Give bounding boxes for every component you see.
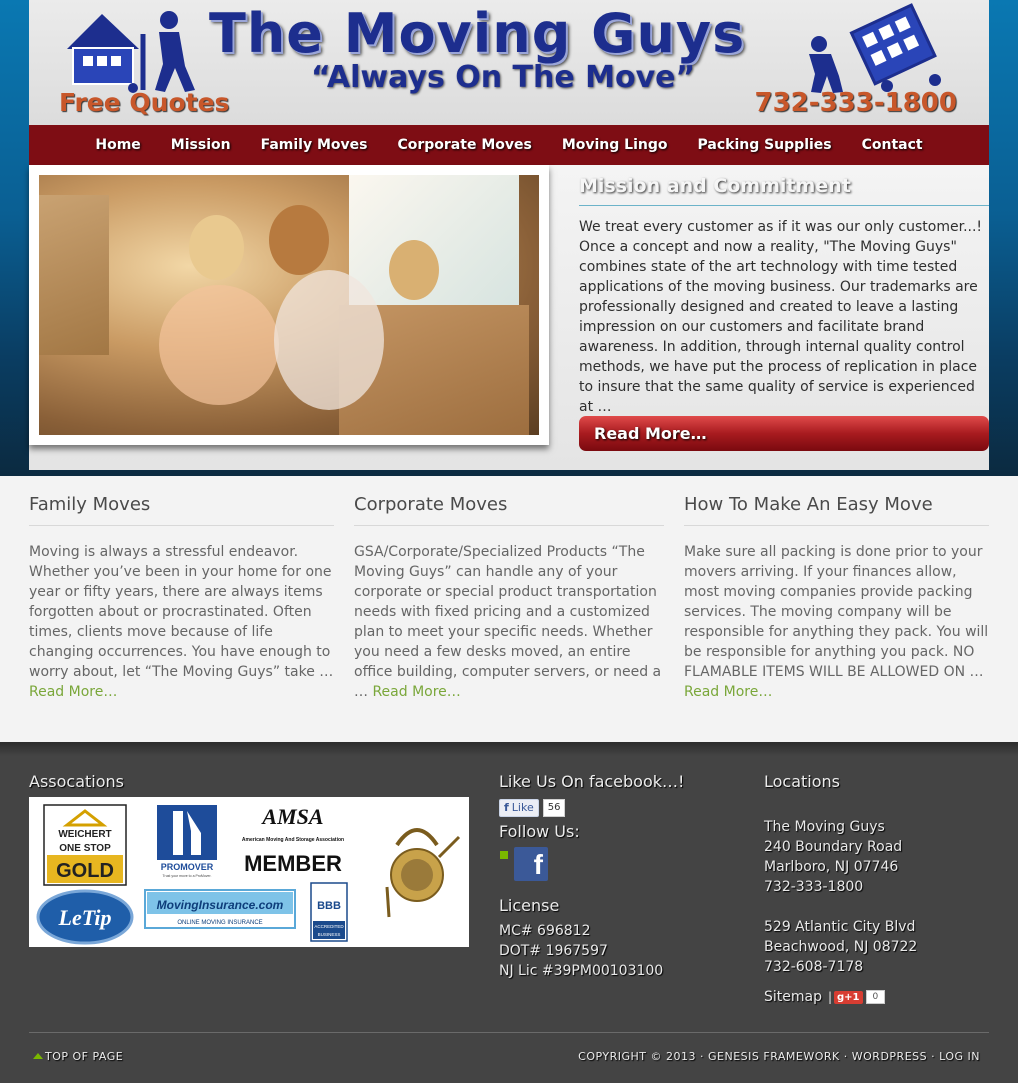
license-title: License xyxy=(499,896,560,915)
license-mc: MC# 696812 xyxy=(499,923,591,939)
column-text: Moving is always a stressful endeavor. Whether you’ve been in your home for one year or fifty years, there are always items forgotten about or procrastinated. Often times, clients move because of life changing occurrences. You have enough to worry about, let “The Moving Guys” take … Read More… xyxy=(29,544,334,700)
follow-us-title: Follow Us: xyxy=(499,822,580,841)
locations-title: Locations xyxy=(764,772,841,791)
location1-phone[interactable]: 732-333-1800 xyxy=(764,879,864,895)
facebook-f-icon: f xyxy=(504,801,509,814)
feature-section xyxy=(29,165,989,470)
location2-phone[interactable]: 732-608-7178 xyxy=(764,959,864,975)
nav-mission[interactable]: Mission xyxy=(170,137,231,153)
login-link[interactable]: LOG IN xyxy=(939,1050,980,1063)
header-phone[interactable]: 732-333-1800 xyxy=(754,88,957,118)
bullet-icon xyxy=(500,851,508,859)
promover-logo-subtext: Trust your move to a ProMover. xyxy=(162,874,212,878)
nav-moving-lingo[interactable]: Moving Lingo xyxy=(561,137,668,153)
bbb-logo-subtext-2: BUSINESS xyxy=(317,932,341,937)
feature-photo-frame xyxy=(29,165,549,445)
logo-title: The Moving Guys xyxy=(209,2,746,65)
nav-packing-supplies[interactable]: Packing Supplies xyxy=(697,137,832,153)
promover-logo-text: PROMOVER xyxy=(160,862,214,872)
nav-home[interactable]: Home xyxy=(95,137,141,153)
nav-contact[interactable]: Contact xyxy=(861,137,923,153)
column-title[interactable]: Corporate Moves xyxy=(354,494,508,515)
main-nav xyxy=(29,125,989,165)
location1-name: The Moving Guys xyxy=(764,819,885,835)
google-plus-count: 0 xyxy=(866,990,886,1004)
associations-logos xyxy=(29,797,469,947)
google-plus-button[interactable]: g+1 xyxy=(834,991,863,1004)
home-columns xyxy=(29,476,989,742)
google-plus-widget xyxy=(834,990,885,1004)
location2-city: Beachwood, NJ 08722 xyxy=(764,939,918,955)
license-dot: DOT# 1967597 xyxy=(499,943,608,959)
top-of-page-link[interactable] xyxy=(33,1050,123,1063)
feature-photo[interactable] xyxy=(39,175,539,435)
read-more-link[interactable]: Read More… xyxy=(29,684,118,700)
column-divider xyxy=(354,525,664,526)
facebook-like-label: Like xyxy=(511,801,534,814)
license-nj: NJ Lic #39PM00103100 xyxy=(499,963,664,979)
column-title[interactable]: Family Moves xyxy=(29,494,151,515)
facebook-icon[interactable]: f xyxy=(514,847,548,881)
bbb-logo-text: BBB xyxy=(317,900,341,912)
location1-city: Marlboro, NJ 07746 xyxy=(764,859,899,875)
weichert-logo-text-3: GOLD xyxy=(56,860,114,882)
copyright-bar xyxy=(578,1050,980,1063)
read-more-link[interactable]: Read More… xyxy=(684,684,773,700)
column-divider xyxy=(684,525,989,526)
bottom-divider xyxy=(29,1032,989,1033)
weichert-logo-text-1: WEICHERT xyxy=(58,829,112,840)
location1-street: 240 Boundary Road xyxy=(764,839,903,855)
amsa-logo-member: MEMBER xyxy=(244,851,342,876)
mover-logo-right xyxy=(799,0,949,95)
associations-title: Assocations xyxy=(29,772,124,791)
logo-tagline: “Always On The Move” xyxy=(311,60,696,95)
nav-corporate-moves[interactable]: Corporate Moves xyxy=(397,137,532,153)
feature-title[interactable]: Mission and Commitment xyxy=(579,175,851,197)
column-title[interactable]: How To Make An Easy Move xyxy=(684,494,933,515)
feature-divider xyxy=(579,205,989,206)
wordpress-link[interactable]: WORDPRESS xyxy=(851,1050,928,1063)
copyright-text: COPYRIGHT © 2013 · xyxy=(578,1050,705,1063)
movinginsurance-logo-subtext: ONLINE MOVING INSURANCE xyxy=(177,920,263,926)
bbb-logo-subtext-1: ACCREDITED xyxy=(314,924,344,929)
site-header xyxy=(29,0,989,125)
association-logos-image[interactable] xyxy=(29,797,469,947)
read-more-link[interactable]: Read More… xyxy=(372,684,461,700)
amsa-logo-text: AMSA xyxy=(262,804,324,829)
location2-street: 529 Atlantic City Blvd xyxy=(764,919,916,935)
separator: · xyxy=(843,1050,848,1063)
free-quotes-label[interactable]: Free Quotes xyxy=(59,88,230,117)
facebook-like-button[interactable] xyxy=(499,799,539,817)
facebook-title: Like Us On facebook…! xyxy=(499,772,685,791)
letip-logo-text: LeTip xyxy=(58,905,112,930)
amsa-logo-subtext: American Moving And Storage Association xyxy=(241,837,345,843)
top-of-page-label: TOP OF PAGE xyxy=(45,1050,124,1063)
mover-logo-left xyxy=(47,4,227,94)
weichert-logo-text-2: ONE STOP xyxy=(59,843,111,854)
genesis-link[interactable]: GENESIS FRAMEWORK xyxy=(708,1050,840,1063)
arrow-up-icon xyxy=(33,1053,43,1059)
column-text: GSA/Corporate/Specialized Products “The Moving Guys” can handle any of your corporate or special product transportation needs with fixed pricing and a customized plan to meet your specific needs. Whether you need a few desks moved, an entire office building, computer servers, or need a … Read More… xyxy=(354,544,662,700)
movinginsurance-logo-text: MovingInsurance.com xyxy=(156,898,284,912)
facebook-like-count: 56 xyxy=(543,799,566,817)
facebook-like-widget xyxy=(499,798,565,818)
feature-read-more-button[interactable]: Read More… xyxy=(579,416,989,451)
feature-text: We treat every customer as if it was our only customer...! Once a concept and now a reality, "The Moving Guys" combines state of the art technology with time tested applications of the moving business. Our trademarks are professionally designed and created to leave a lasting impression on our customers and facilitate brand awareness. In addition, through internal quality control methods, we have put the process of replication in place to insure that the same quality of service is experienced at … xyxy=(579,219,983,415)
separator: · xyxy=(931,1050,936,1063)
nav-family-moves[interactable]: Family Moves xyxy=(260,137,368,153)
column-text: Make sure all packing is done prior to your movers arriving. If your finances allow, most moving companies provide packing services. The moving company will be responsible for anything they pack. You will be responsible for anything you pack. NO FLAMABLE ITEMS WILL BE ALLOWED ON … Read More… xyxy=(684,544,989,700)
sitemap-separator: | xyxy=(828,990,833,1004)
column-divider xyxy=(29,525,334,526)
sitemap-link[interactable]: Sitemap xyxy=(764,989,822,1005)
